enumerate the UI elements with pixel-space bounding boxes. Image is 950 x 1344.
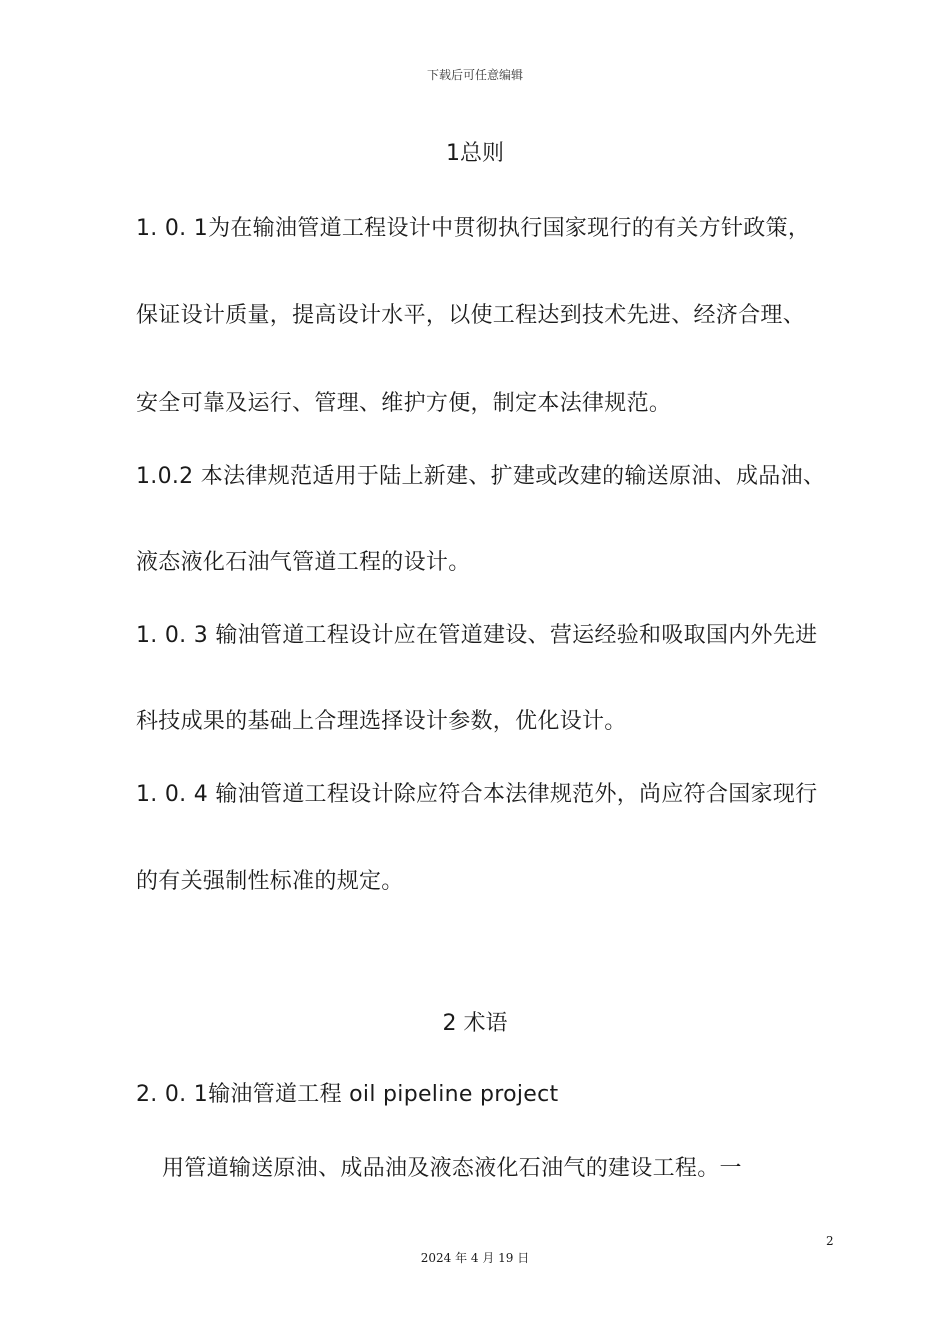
paragraph-line: 的有关强制性标准的规定。	[136, 869, 404, 894]
paragraph-line: 1. 0. 3 输油管道工程设计应在管道建设、营运经验和吸取国内外先进	[136, 623, 818, 648]
definition-line: 用管道输送原油、成品油及液态液化石油气的建设工程。一	[162, 1156, 742, 1181]
header-note: 下载后可任意编辑	[426, 68, 523, 82]
paragraph-line: 液态液化石油气管道工程的设计。	[136, 550, 471, 575]
footer-date: 2024 年 4 月 19 日	[420, 1251, 530, 1265]
section-1-heading: 1总则	[446, 141, 504, 166]
paragraph-line: 科技成果的基础上合理选择设计参数，优化设计。	[136, 709, 627, 734]
page-number: 2	[826, 1234, 834, 1248]
paragraph-line: 安全可靠及运行、管理、维护方便，制定本法律规范。	[136, 391, 672, 416]
paragraph-line: 1.0.2 本法律规范适用于陆上新建、扩建或改建的输送原油、成品油、	[136, 464, 826, 489]
term-line: 2. 0. 1输油管道工程 oil pipeline project	[136, 1082, 559, 1107]
paragraph-line: 保证设计质量，提高设计水平，以使工程达到技术先进、经济合理、	[136, 303, 806, 328]
paragraph-line: 1. 0. 1为在输油管道工程设计中贯彻执行国家现行的有关方针政策，	[136, 216, 811, 241]
section-2-heading: 2 术语	[442, 1011, 508, 1036]
paragraph-line: 1. 0. 4 输油管道工程设计除应符合本法律规范外，尚应符合国家现行	[136, 782, 818, 807]
